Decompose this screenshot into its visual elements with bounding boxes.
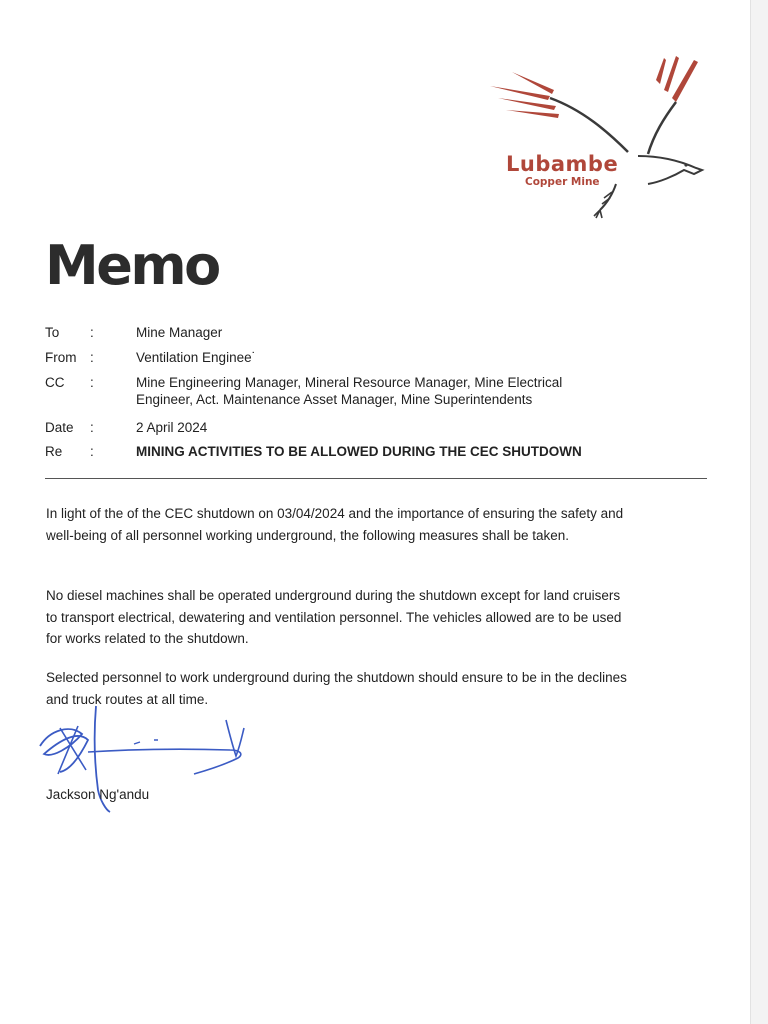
from-label: From	[45, 350, 77, 365]
signature	[30, 700, 270, 825]
date-label: Date	[45, 420, 74, 435]
page-edge	[750, 0, 768, 1024]
from-colon: :	[90, 350, 94, 365]
body-paragraph-1: In light of the of the CEC shutdown on 03/04/2024 and the importance of ensuring the safety and well-being of all personnel working underground, the following measures shall be taken.	[46, 506, 624, 543]
memo-title: Memo	[45, 234, 219, 297]
from-value: Ventilation Enginee˙	[136, 350, 257, 365]
date-colon: :	[90, 420, 94, 435]
to-label: To	[45, 325, 60, 340]
eagle-icon	[488, 52, 713, 227]
date-value: 2 April 2024	[136, 420, 208, 435]
cc-label: CC	[45, 375, 65, 390]
cc-colon: :	[90, 375, 94, 390]
cc-value: Mine Engineering Manager, Mineral Resource Manager, Mine Electrical Engineer, Act. Maintenance Asset Manager, Mine Superintendents	[136, 375, 563, 407]
company-subname: Copper Mine	[525, 176, 600, 188]
header-divider	[45, 478, 707, 479]
body-paragraph-3: Selected personnel to work underground during the shutdown should ensure to be in the declines and truck routes at all time.	[46, 670, 627, 707]
to-colon: :	[90, 325, 94, 340]
company-name: Lubambe	[506, 152, 619, 176]
signatory-name: Jackson Ng'andu	[46, 787, 150, 802]
body-paragraph-2: No diesel machines shall be operated underground during the shutdown except for land cruisers to transport electrical, dewatering and ventilation personnel. The vehicles allowed are to be used for works related to the shutdown.	[46, 588, 622, 646]
re-colon: :	[90, 444, 94, 459]
subject-line: MINING ACTIVITIES TO BE ALLOWED DURING THE CEC SHUTDOWN	[136, 444, 582, 459]
to-value: Mine Manager	[136, 325, 223, 340]
re-label: Re	[45, 444, 63, 459]
company-logo	[488, 52, 713, 227]
